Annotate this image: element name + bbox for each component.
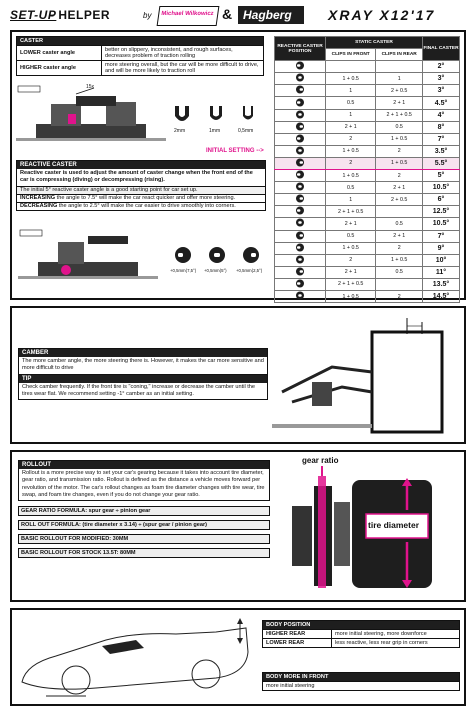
- caster-position-icon: [275, 145, 326, 157]
- spacer-icons: [172, 104, 262, 138]
- caster-illustration: [16, 84, 166, 154]
- caster-position-icon: [275, 182, 326, 194]
- caster-position-icon: [275, 230, 326, 242]
- caster-rear-cell: 2 + 1 + 0.5: [376, 109, 423, 121]
- caster-position-icon: [275, 170, 326, 182]
- reactive-caster-block: [16, 160, 266, 211]
- caster-final-cell: 10.5°: [423, 182, 460, 194]
- helper-title: - HELPER: [50, 8, 111, 22]
- caster-final-cell: 6°: [423, 194, 460, 206]
- bushing-position-icon: [295, 146, 305, 155]
- caster-front-cell: 2: [326, 157, 376, 169]
- caster-front-cell: 1: [326, 109, 376, 121]
- reactive-line-2-lead: INCREASING: [20, 194, 56, 201]
- bushing-position-icon: [295, 98, 305, 107]
- higher-rear-label: HIGHER REAR: [263, 630, 332, 639]
- caster-front-cell: 0.5: [326, 230, 376, 242]
- caster-rear-cell: 1 + 0.5: [376, 254, 423, 266]
- col-rear-header: CLIPS IN REAR: [376, 49, 423, 61]
- michael-wilkowicz-logo: [157, 6, 220, 26]
- by-label: by: [143, 11, 152, 20]
- rollout-formula: ROLL OUT FORMULA: (tire diameter x 3.14) ÷ (spur gear / pinion gear): [18, 520, 270, 530]
- reactive-line-1: The initial 5° reactive caster angle is a good starting point for car set up.: [17, 187, 265, 195]
- caster-row: [275, 242, 460, 254]
- caster-rear-cell: 2 + 1: [376, 182, 423, 194]
- caster-position-icon: [275, 194, 326, 206]
- caster-front-cell: 2 + 1: [326, 121, 376, 133]
- caster-final-cell: 4.5°: [423, 97, 460, 109]
- caster-position-icon: [275, 85, 326, 97]
- reactive-line-3: [17, 203, 265, 210]
- caster-final-cell: 9°: [423, 242, 460, 254]
- caster-row: [275, 182, 460, 194]
- caster-final-cell: 7°: [423, 230, 460, 242]
- spacer-2mm-label: 2mm: [174, 128, 186, 134]
- rollout-block: [18, 460, 270, 558]
- caster-title: CASTER: [17, 37, 264, 46]
- bushing-position-icon: [295, 158, 305, 167]
- bushing-position-icon: [295, 243, 305, 252]
- caster-rear-cell: 2 + 0.5: [376, 85, 423, 97]
- camber-title: CAMBER: [19, 349, 267, 357]
- bushing-75-icon: [174, 246, 192, 264]
- lower-rear-label: LOWER REAR: [263, 639, 332, 648]
- higher-rear-text: more initial steering, more downforce: [332, 630, 460, 639]
- caster-rear-cell: 2 + 0.5: [376, 194, 423, 206]
- tire-diameter-label: tire diameter: [368, 520, 420, 530]
- caster-row: [275, 230, 460, 242]
- caster-rear-cell: 2 + 1: [376, 97, 423, 109]
- caster-position-icon: [275, 218, 326, 230]
- body-illustration: [16, 612, 256, 704]
- initial-setting-label: INITIAL SETTING -->: [206, 148, 264, 154]
- col-front-header: CLIPS IN FRONT: [326, 49, 376, 61]
- page-header: [10, 6, 466, 26]
- caster-row: [275, 278, 460, 290]
- bushing-position-icon: [295, 291, 305, 300]
- caster-rear-cell: 1: [376, 73, 423, 85]
- rollout-illustration: [282, 466, 466, 598]
- spacer-05mm-label: 0,5mm: [238, 128, 254, 134]
- body-front-text: more initial steering: [263, 682, 460, 691]
- bushing-position-icon: [295, 231, 305, 240]
- reactive-line-3-text: the angle to 2.5° will make the car easier to drive smoothly into corners.: [57, 203, 236, 210]
- caster-rear-cell: [376, 61, 423, 73]
- caster-rear-cell: 0.5: [376, 266, 423, 278]
- caster-position-icon: [275, 278, 326, 290]
- caster-position-icon: [275, 61, 326, 73]
- caster-row: [275, 194, 460, 206]
- body-position-table: [262, 620, 460, 648]
- spacer-05mm-icon: [238, 104, 258, 126]
- michael-logo-text: Michael Wilkowicz: [160, 11, 214, 17]
- ampersand: &: [222, 6, 233, 22]
- col-static-header: STATIC CASTER: [326, 37, 423, 49]
- spacer-2mm-icon: [172, 104, 192, 126]
- caster-final-cell: 11°: [423, 266, 460, 278]
- caster-row: [275, 290, 460, 302]
- caster-position-icon: [275, 73, 326, 85]
- bushing-position-icon: [295, 73, 305, 82]
- product-title: XRAY X12'17: [328, 7, 436, 23]
- caster-position-icon: [275, 97, 326, 109]
- hagberg-logo-text: Hagberg: [243, 8, 292, 22]
- caster-front-cell: 1: [326, 85, 376, 97]
- rollout-text: Rollout is a more precise way to set your car's gearing because it takes into account tire diameter, gear ratio, and transmission ratio. Rollout is defined as the distance a vehicle moves forward per revolution of the motor. The car's rollout changes as foam tire diameter changes with tire wear, tire swap, and foam tire changes, even if you do not change your gear ratio.: [22, 470, 265, 498]
- caster-front-cell: 1 + 0.5: [326, 290, 376, 302]
- caster-row: [275, 133, 460, 145]
- caster-front-cell: 2 + 1 + 0.5: [326, 206, 376, 218]
- caster-final-cell: 3°: [423, 73, 460, 85]
- reactive-caster-illustration: [18, 228, 158, 290]
- body-front-title: BODY MORE IN FRONT: [263, 673, 460, 682]
- camber-tip-text: Check camber frequently. If the front tire is "coning," increase or decrease the camber until the tires wear flat. We recommend setting -1° camber as an initial setting.: [22, 383, 256, 397]
- caster-position-icon: [275, 121, 326, 133]
- caster-rear-cell: 1 + 0.5: [376, 157, 423, 169]
- caster-final-cell: 3°: [423, 85, 460, 97]
- caster-final-cell: 5°: [423, 170, 460, 182]
- bushing-75-label: +0,5mm(7,5°): [170, 268, 197, 273]
- bushing-position-icon: [295, 134, 305, 143]
- caster-rear-cell: 1 + 0.5: [376, 133, 423, 145]
- bushing-position-icon: [295, 182, 305, 191]
- caster-row: [275, 109, 460, 121]
- bushing-position-icon: [295, 206, 305, 215]
- basic-rollout-modified: BASIC ROLLOUT FOR MODIFIED: 30MM: [18, 534, 270, 544]
- caster-position-icon: [275, 157, 326, 169]
- caster-rear-cell: 0.5: [376, 218, 423, 230]
- caster-table: [16, 36, 264, 76]
- caster-final-cell: 2°: [423, 61, 460, 73]
- caster-row: [275, 145, 460, 157]
- caster-front-cell: 2 + 1: [326, 266, 376, 278]
- lower-rear-text: less reactive, less rear grip in corners: [332, 639, 460, 648]
- bushing-position-icon: [295, 279, 305, 288]
- rollout-title: ROLLOUT: [19, 461, 269, 469]
- lower-caster-label: LOWER caster angle: [17, 46, 102, 61]
- caster-front-cell: 1 + 0.5: [326, 242, 376, 254]
- basic-rollout-stock: BASIC ROLLOUT FOR STOCK 13.5T: 80MM: [18, 548, 270, 558]
- caster-row: [275, 254, 460, 266]
- caster-row: [275, 85, 460, 97]
- gear-ratio-formula: GEAR RATIO FORMULA: spur gear ÷ pinion gear: [18, 506, 270, 516]
- reactive-caster-title: REACTIVE CASTER: [17, 161, 265, 169]
- caster-position-icon: [275, 254, 326, 266]
- higher-caster-text: more steering overall, but the car will be more difficult to drive, and will be more likely to traction roll: [102, 61, 264, 76]
- caster-front-cell: 2: [326, 254, 376, 266]
- caster-row: [275, 157, 460, 169]
- caster-row: [275, 218, 460, 230]
- caster-final-cell: 7°: [423, 133, 460, 145]
- caster-front-cell: 1: [326, 194, 376, 206]
- caster-front-cell: 1 + 0.5: [326, 170, 376, 182]
- caster-position-table: [274, 36, 460, 303]
- caster-final-cell: 10.5°: [423, 218, 460, 230]
- bushing-5-label: +0,5mm(5°): [204, 268, 227, 273]
- bushing-position-icon: [295, 85, 305, 94]
- bushing-position-icon: [295, 61, 305, 70]
- caster-front-cell: 2: [326, 133, 376, 145]
- bushing-position-icon: [295, 267, 305, 276]
- reactive-caster-intro: Reactive caster is used to adjust the amount of caster change when the front end of the car is compressing (diving) or decompressing (rising).: [17, 169, 265, 187]
- caster-position-icon: [275, 266, 326, 278]
- caster-angle-label: 15x: [86, 84, 95, 90]
- caster-rear-cell: [376, 206, 423, 218]
- caster-position-icon: [275, 242, 326, 254]
- body-front-table: [262, 672, 460, 691]
- rollout-text-box: [18, 460, 270, 501]
- caster-rear-cell: 2: [376, 290, 423, 302]
- bushing-position-icon: [295, 170, 305, 179]
- spacer-1mm-icon: [206, 104, 226, 126]
- camber-text: The more camber angle, the more steering there is. However, it makes the car more sensitive and more difficult to drive: [19, 357, 267, 375]
- caster-row: [275, 61, 460, 73]
- caster-final-cell: 10°: [423, 254, 460, 266]
- bushing-icons: [170, 246, 266, 286]
- caster-row: [275, 170, 460, 182]
- body-position-title: BODY POSITION: [263, 621, 460, 630]
- caster-table-body: [275, 61, 460, 303]
- caster-front-cell: 1 + 0.5: [326, 145, 376, 157]
- caster-final-cell: 8°: [423, 121, 460, 133]
- caster-position-icon: [275, 206, 326, 218]
- gear-ratio-label: gear ratio: [302, 456, 339, 465]
- bushing-25-label: +0,5mm(2,5°): [236, 268, 263, 273]
- caster-rear-cell: [376, 278, 423, 290]
- caster-front-cell: 1 + 0.5: [326, 73, 376, 85]
- reactive-line-2: [17, 195, 265, 203]
- caster-row: [275, 206, 460, 218]
- bushing-position-icon: [295, 255, 305, 264]
- reactive-line-3-lead: DECREASING: [20, 203, 58, 210]
- caster-final-cell: 3.5°: [423, 145, 460, 157]
- bushing-position-icon: [295, 122, 305, 131]
- caster-row: [275, 266, 460, 278]
- caster-rear-cell: 2: [376, 170, 423, 182]
- camber-block: [18, 348, 268, 400]
- caster-front-cell: 2 + 1 + 0.5: [326, 278, 376, 290]
- caster-front-cell: [326, 61, 376, 73]
- caster-position-icon: [275, 290, 326, 302]
- bushing-25-icon: [242, 246, 260, 264]
- caster-row: [275, 73, 460, 85]
- bushing-5-icon: [208, 246, 226, 264]
- bushing-position-icon: [295, 218, 305, 227]
- caster-front-cell: 0.5: [326, 182, 376, 194]
- caster-row: [275, 97, 460, 109]
- lower-caster-text: better on slippery, inconsistent, and rough surfaces, decreases problem of traction rolling: [102, 46, 264, 61]
- higher-caster-label: HIGHER caster angle: [17, 61, 102, 76]
- caster-rear-cell: 2 + 1: [376, 230, 423, 242]
- col-final-header: FINAL CASTER: [423, 37, 460, 61]
- caster-final-cell: 5.5°: [423, 157, 460, 169]
- caster-rear-cell: 0.5: [376, 121, 423, 133]
- spacer-1mm-label: 1mm: [209, 128, 221, 134]
- camber-tip-title: TIP: [19, 375, 267, 383]
- caster-position-icon: [275, 109, 326, 121]
- caster-final-cell: 14.5°: [423, 290, 460, 302]
- col-position-header: REACTIVE CASTER POSITION: [275, 37, 326, 61]
- caster-final-cell: 12.5°: [423, 206, 460, 218]
- reactive-line-2-text: the angle to 7.5° will make the car react quicker and offer more steering.: [55, 194, 236, 201]
- caster-position-icon: [275, 133, 326, 145]
- bushing-position-icon: [295, 110, 305, 119]
- caster-rear-cell: 2: [376, 242, 423, 254]
- camber-illustration: [272, 312, 462, 440]
- caster-front-cell: 0.5: [326, 97, 376, 109]
- caster-rear-cell: 2: [376, 145, 423, 157]
- caster-final-cell: 4°: [423, 109, 460, 121]
- caster-final-cell: 13.5°: [423, 278, 460, 290]
- setup-title: SET-UP: [10, 8, 57, 22]
- caster-row: [275, 121, 460, 133]
- bushing-position-icon: [295, 194, 305, 203]
- hagberg-logo: [238, 6, 304, 24]
- caster-front-cell: 2 + 1: [326, 218, 376, 230]
